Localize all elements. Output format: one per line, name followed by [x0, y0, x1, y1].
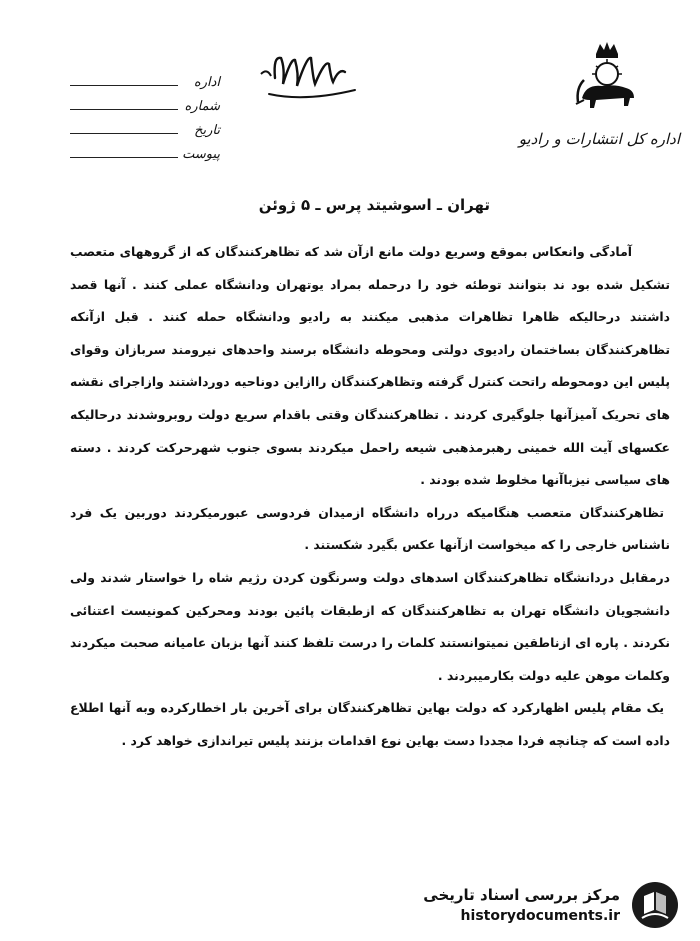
meta-blank-line [70, 84, 178, 86]
meta-blank-line [70, 156, 178, 158]
watermark-title: مرکز بررسی اسناد تاریخی [423, 886, 620, 904]
meta-row-date [70, 114, 220, 138]
meta-label: شماره [184, 99, 220, 114]
dateline: تهران ـ اسوشیتد پرس ـ ۵ ژوئن [258, 196, 490, 214]
meta-blank-line [70, 108, 178, 110]
agency-name: اداره کل انتشارات و رادیو [518, 130, 680, 148]
paragraph: درمقابل دردانشگاه تظاهرکنندگان اسدهای دولت وسرنگون کردن رژیم شاه را خواستار شدند ولی دانشجویان دانشگاه تهران به تظاهرکنندگان که ازطبقات پائین بودند ومحرکین کمونیست اعتنائی نکردند . پاره ای ازناطقین نمیتوانستند کلمات را درست تلفظ کنند آنها بزبان عامیانه صحبت میکردند وکلمات موهن علیه دولت بکارمیبردند . [70, 569, 670, 683]
meta-row-attachment [70, 138, 220, 162]
letter-meta-fields [70, 66, 220, 162]
meta-blank-line [70, 132, 178, 134]
watermark-texts [410, 886, 620, 924]
paragraph: تظاهرکنندگان متعصب هنگامیکه درراه دانشگاه ازمیدان فردوسی عبورمیکردند دوربین یک فرد ناشناس خارجی را که میخواست ازآنها عکس بگیرد شکستند . [70, 504, 670, 553]
watermark-url: historydocuments.ir [460, 908, 620, 924]
lion-and-sun-emblem-icon [572, 40, 642, 112]
meta-label: اداره [193, 75, 220, 90]
meta-row-number [70, 90, 220, 114]
document-body [70, 236, 670, 758]
paragraph: آمادگی وانعکاس بموقع وسریع دولت مانع ازآن شد که تظاهرکنندگان که از گروههای متعصب تشکیل شده بود ند بتوانند توطئه خود را درحمله بمراد یوتهران ودانشگاه عملی کنند . آنها قصد داشتند درحالیکه ظاهرا تظاهرات مذهبی میکنند به رادیو ودانشگاه حمله کنند . قبل ازآنکه تظاهرکنندگان بساختمان رادیوی دولتی ومحوطه دانشگاه برسند واحدهای نیرومند سربازان وقوای پلیس این دومحوطه راتحت کنترل گرفته وتظاهرکنندگان راازاین دوناحیه دورداشتند وازاجرای نقشه های تحریک آمیزآنها جلوگیری کردند . تظاهرکنندگان وقتی باقدام سریع دولت روبروشدند درحالیکه عکسهای آیت الله خمینی رهبرمذهبی شیعه راحمل میکردند بسوی جنوب شهرحرکت کردند . دسته های سیاسی نیزباآنها مخلوط شده بودند . [70, 244, 670, 488]
meta-label: تاریخ [194, 123, 220, 138]
paragraph: یک مقام پلیس اظهارکرد که دولت بهاین تظاهرکنندگان برای آخرین بار اخطارکرده وبه آنها اطلاع داده است که چنانچه فردا مجددا دست بهاین نوع اقدامات بزنند پلیس تیراندازی خواهد کرد . [70, 700, 670, 748]
archive-logo-icon [630, 880, 680, 930]
meta-label: پیوست [182, 147, 220, 162]
handwritten-stamp-icon [255, 38, 365, 108]
meta-row-office [70, 66, 220, 90]
watermark [410, 876, 690, 934]
